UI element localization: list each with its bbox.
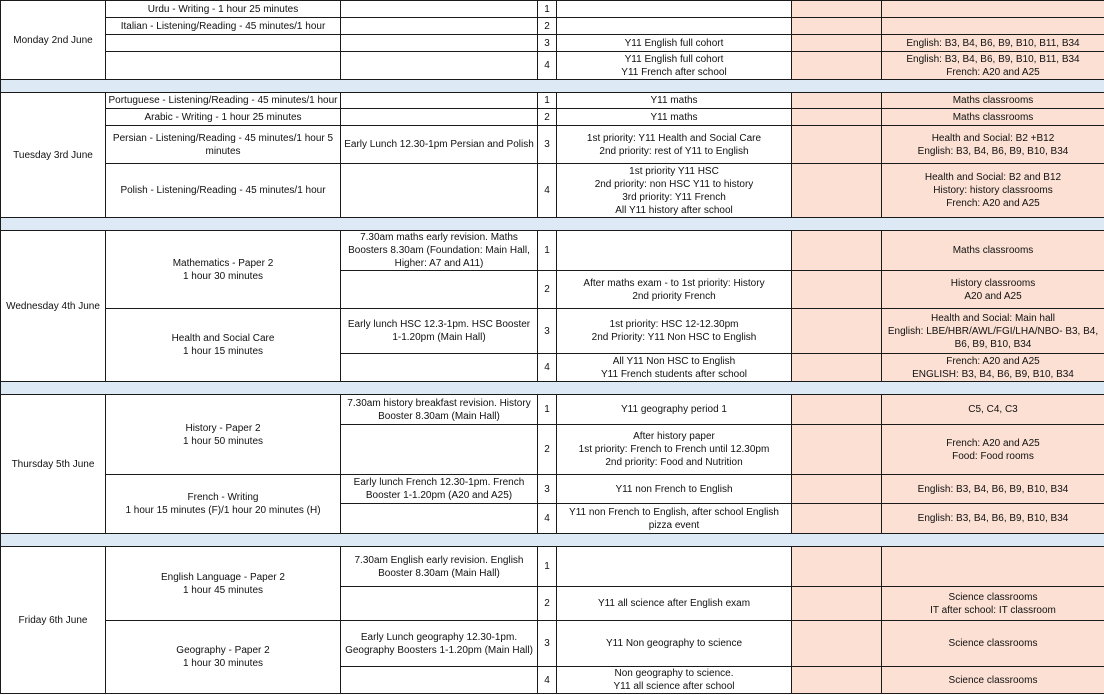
exam-cell[interactable]: Portuguese - Listening/Reading - 45 minutes/1 hour — [106, 93, 341, 109]
rooms-cell[interactable]: History classrooms A20 and A25 — [882, 271, 1104, 309]
support-cell-empty[interactable] — [341, 504, 538, 534]
blank-peach-cell[interactable] — [792, 126, 882, 164]
separator-cell — [1, 80, 1104, 93]
period-number[interactable]: 3 — [538, 35, 557, 52]
period-number[interactable]: 2 — [538, 18, 557, 35]
period-number[interactable]: 1 — [538, 395, 557, 425]
period-number[interactable]: 3 — [538, 309, 557, 354]
day-separator-row — [1, 382, 1104, 395]
support-cell[interactable] — [341, 35, 538, 52]
period-number[interactable]: 1 — [538, 93, 557, 109]
blank-peach-cell[interactable] — [792, 231, 882, 271]
plan-cell[interactable]: 1st priority: HSC 12-12.30pm 2nd Priority: Y11 Non HSC to English — [557, 309, 792, 354]
blank-peach-cell[interactable] — [792, 621, 882, 667]
rooms-cell[interactable]: Health and Social: Main hall English: LBE/HBR/AWL/FGI/LHA/NBO- B3, B4, B6, B9, B10, B34 — [882, 309, 1104, 354]
blank-peach-cell[interactable] — [792, 354, 882, 382]
period-number[interactable]: 4 — [538, 164, 557, 218]
blank-peach-cell[interactable] — [792, 587, 882, 621]
period-number[interactable]: 1 — [538, 547, 557, 587]
rooms-cell[interactable]: Maths classrooms — [882, 109, 1104, 126]
blank-peach-cell[interactable] — [792, 35, 882, 52]
plan-cell[interactable]: Y11 all science after English exam — [557, 587, 792, 621]
exam-cell[interactable]: Health and Social Care 1 hour 15 minutes — [106, 309, 341, 382]
exam-cell[interactable]: History - Paper 2 1 hour 50 minutes — [106, 395, 341, 475]
period-number[interactable]: 4 — [538, 52, 557, 80]
rooms-cell[interactable] — [882, 547, 1104, 587]
support-cell[interactable] — [341, 109, 538, 126]
day-label[interactable]: Monday 2nd June — [1, 1, 106, 80]
plan-cell[interactable] — [557, 231, 792, 271]
period-number[interactable]: 4 — [538, 354, 557, 382]
day-label[interactable]: Thursday 5th June — [1, 395, 106, 534]
period-number[interactable]: 2 — [538, 271, 557, 309]
plan-cell[interactable]: All Y11 Non HSC to English Y11 French students after school — [557, 354, 792, 382]
blank-peach-cell[interactable] — [792, 52, 882, 80]
support-cell[interactable]: Early lunch HSC 12.3-1pm. HSC Booster 1-1.20pm (Main Hall) — [341, 309, 538, 354]
day-separator-row — [1, 80, 1104, 93]
blank-peach-cell[interactable] — [792, 1, 882, 18]
period-number[interactable]: 3 — [538, 621, 557, 667]
plan-cell[interactable]: Y11 English full cohort Y11 French after school — [557, 52, 792, 80]
period-number[interactable]: 2 — [538, 109, 557, 126]
period-number[interactable]: 3 — [538, 475, 557, 504]
support-cell[interactable] — [341, 52, 538, 80]
support-cell-empty[interactable] — [341, 587, 538, 621]
blank-peach-cell[interactable] — [792, 109, 882, 126]
support-cell[interactable] — [341, 164, 538, 218]
rooms-cell[interactable]: Health and Social: B2 +B12 English: B3, B4, B6, B9, B10, B34 — [882, 126, 1104, 164]
support-cell[interactable]: 7.30am history breakfast revision. History Booster 8.30am (Main Hall) — [341, 395, 538, 425]
rooms-cell[interactable]: Maths classrooms — [882, 93, 1104, 109]
exam-cell[interactable]: French - Writing 1 hour 15 minutes (F)/1 hour 20 minutes (H) — [106, 475, 341, 534]
support-cell[interactable] — [341, 1, 538, 18]
plan-cell[interactable]: Y11 maths — [557, 109, 792, 126]
blank-peach-cell[interactable] — [792, 475, 882, 504]
period-number[interactable]: 4 — [538, 667, 557, 694]
period-number[interactable]: 1 — [538, 1, 557, 18]
blank-peach-cell[interactable] — [792, 547, 882, 587]
period-number[interactable]: 4 — [538, 504, 557, 534]
rooms-cell[interactable]: English: B3, B4, B6, B9, B10, B11, B34 French: A20 and A25 — [882, 52, 1104, 80]
blank-peach-cell[interactable] — [792, 425, 882, 475]
exam-cell[interactable]: Geography - Paper 2 1 hour 30 minutes — [106, 621, 341, 694]
blank-peach-cell[interactable] — [792, 93, 882, 109]
exam-cell[interactable]: Italian - Listening/Reading - 45 minutes/1 hour — [106, 18, 341, 35]
support-cell[interactable]: 7.30am English early revision. English Booster 8.30am (Main Hall) — [341, 547, 538, 587]
rooms-cell[interactable] — [882, 18, 1104, 35]
day-separator-row — [1, 218, 1104, 231]
rooms-cell[interactable]: French: A20 and A25 Food: Food rooms — [882, 425, 1104, 475]
support-cell[interactable]: Early Lunch 12.30-1pm Persian and Polish — [341, 126, 538, 164]
plan-cell[interactable]: Y11 non French to English, after school English pizza event — [557, 504, 792, 534]
exam-cell[interactable]: Polish - Listening/Reading - 45 minutes/1 hour — [106, 164, 341, 218]
exam-cell[interactable]: Mathematics - Paper 2 1 hour 30 minutes — [106, 231, 341, 309]
exam-cell[interactable] — [106, 52, 341, 80]
support-cell-empty[interactable] — [341, 271, 538, 309]
blank-peach-cell[interactable] — [792, 271, 882, 309]
support-cell-empty[interactable] — [341, 354, 538, 382]
support-cell[interactable]: Early lunch French 12.30-1pm. French Booster 1-1.20pm (A20 and A25) — [341, 475, 538, 504]
blank-peach-cell[interactable] — [792, 395, 882, 425]
period-number[interactable]: 3 — [538, 126, 557, 164]
rooms-cell[interactable]: English: B3, B4, B6, B9, B10, B34 — [882, 475, 1104, 504]
plan-cell[interactable]: Y11 geography period 1 — [557, 395, 792, 425]
plan-cell[interactable] — [557, 547, 792, 587]
plan-cell[interactable]: 1st priority Y11 HSC 2nd priority: non HSC Y11 to history 3rd priority: Y11 French All Y11 history after school — [557, 164, 792, 218]
day-label[interactable]: Friday 6th June — [1, 547, 106, 694]
separator-cell — [1, 534, 1104, 547]
support-cell[interactable]: 7.30am maths early revision. Maths Boosters 8.30am (Foundation: Main Hall, Higher: A7 and A11) — [341, 231, 538, 271]
plan-cell[interactable]: Y11 English full cohort — [557, 35, 792, 52]
support-cell[interactable] — [341, 18, 538, 35]
plan-cell[interactable] — [557, 1, 792, 18]
blank-peach-cell[interactable] — [792, 18, 882, 35]
separator-cell — [1, 218, 1104, 231]
plan-cell[interactable]: 1st priority: Y11 Health and Social Care 2nd priority: rest of Y11 to English — [557, 126, 792, 164]
rooms-cell[interactable]: Science classrooms — [882, 621, 1104, 667]
blank-peach-cell[interactable] — [792, 504, 882, 534]
blank-peach-cell[interactable] — [792, 667, 882, 694]
separator-cell — [1, 382, 1104, 395]
period-number[interactable]: 1 — [538, 231, 557, 271]
rooms-cell[interactable]: Science classrooms IT after school: IT classroom — [882, 587, 1104, 621]
rooms-cell[interactable]: C5, C4, C3 — [882, 395, 1104, 425]
plan-cell[interactable]: Y11 non French to English — [557, 475, 792, 504]
plan-cell[interactable]: Non geography to science. Y11 all science after school — [557, 667, 792, 694]
rooms-cell[interactable]: French: A20 and A25 ENGLISH: B3, B4, B6, B9, B10, B34 — [882, 354, 1104, 382]
exam-cell[interactable]: Urdu - Writing - 1 hour 25 minutes — [106, 1, 341, 18]
plan-cell[interactable]: After maths exam - to 1st priority: History 2nd priority French — [557, 271, 792, 309]
support-cell-empty[interactable] — [341, 425, 538, 475]
blank-peach-cell[interactable] — [792, 309, 882, 354]
plan-cell[interactable]: Y11 maths — [557, 93, 792, 109]
support-cell-empty[interactable] — [341, 667, 538, 694]
exam-cell[interactable]: Arabic - Writing - 1 hour 25 minutes — [106, 109, 341, 126]
day-label[interactable]: Tuesday 3rd June — [1, 93, 106, 218]
day-label[interactable]: Wednesday 4th June — [1, 231, 106, 382]
support-cell[interactable]: Early Lunch geography 12.30-1pm. Geography Boosters 1-1.20pm (Main Hall) — [341, 621, 538, 667]
blank-peach-cell[interactable] — [792, 164, 882, 218]
plan-cell[interactable] — [557, 18, 792, 35]
period-number[interactable]: 2 — [538, 587, 557, 621]
period-number[interactable]: 2 — [538, 425, 557, 475]
plan-cell[interactable]: After history paper 1st priority: French to French until 12.30pm 2nd priority: Food and Nutrition — [557, 425, 792, 475]
support-cell[interactable] — [341, 93, 538, 109]
exam-cell[interactable] — [106, 35, 341, 52]
rooms-cell[interactable]: Maths classrooms — [882, 231, 1104, 271]
rooms-cell[interactable] — [882, 1, 1104, 18]
rooms-cell[interactable]: Science classrooms — [882, 667, 1104, 694]
plan-cell[interactable]: Y11 Non geography to science — [557, 621, 792, 667]
day-separator-row — [1, 534, 1104, 547]
exam-cell[interactable]: English Language - Paper 2 1 hour 45 minutes — [106, 547, 341, 621]
rooms-cell[interactable]: English: B3, B4, B6, B9, B10, B34 — [882, 504, 1104, 534]
rooms-cell[interactable]: Health and Social: B2 and B12 History: history classrooms French: A20 and A25 — [882, 164, 1104, 218]
rooms-cell[interactable]: English: B3, B4, B6, B9, B10, B11, B34 — [882, 35, 1104, 52]
exam-cell[interactable]: Persian - Listening/Reading - 45 minutes/1 hour 5 minutes — [106, 126, 341, 164]
